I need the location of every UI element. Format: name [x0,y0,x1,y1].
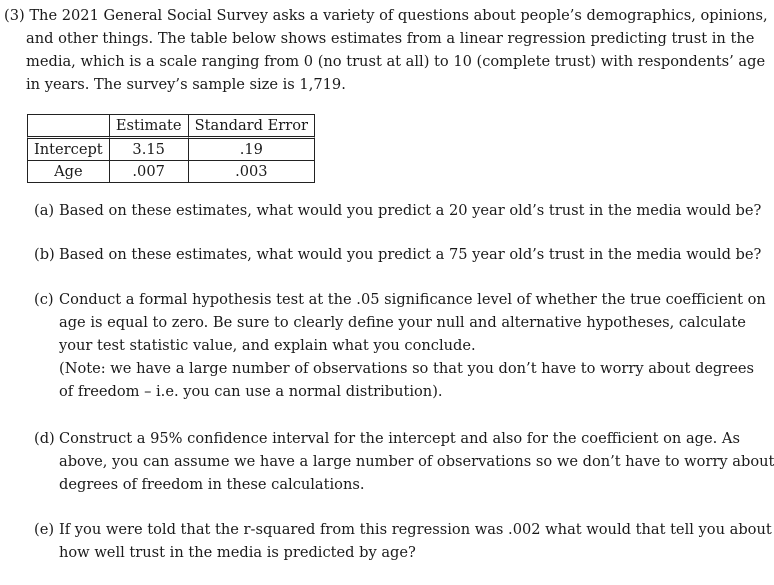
part-line: If you were told that the r-squared from this regression was .002 what would that tell you about [59,521,772,538]
part-line: above, you can assume we have a large number of observations so we don’t have to worry about [59,453,774,470]
intro-line-text: The 2021 General Social Survey asks a variety of questions about people’s demographics, opinions, [29,7,768,24]
regression-table [27,114,315,183]
part-label: (c) [34,291,54,308]
part-line: Conduct a formal hypothesis test at the .05 significance level of whether the true coefficient on [59,291,766,308]
part-b [34,243,762,266]
part-line: age is equal to zero. Be sure to clearly define your null and alternative hypotheses, calculate [59,314,746,331]
part-label: (b) [34,246,55,263]
question-intro [4,4,768,96]
part-c [34,288,766,403]
part-a [34,199,762,222]
part-line: degrees of freedom in these calculations. [59,476,365,493]
intro-line: media, which is a scale ranging from 0 (no trust at all) to 10 (complete trust) with respondents’ age [26,53,766,70]
part-line: your test statistic value, and explain what you conclude. [59,337,476,354]
intro-line [4,4,768,27]
table-row [27,161,315,183]
question-number: (3) [4,7,25,24]
part-d [34,427,774,496]
part-line: Based on these estimates, what would you predict a 20 year old’s trust in the media would be? [59,202,762,219]
intro-line: in years. The survey’s sample size is 1,719. [26,76,346,93]
part-line: Based on these estimates, what would you predict a 75 year old’s trust in the media would be? [59,246,762,263]
part-line: of freedom – i.e. you can use a normal distribution). [59,383,443,400]
table-cell: .19 [189,139,315,161]
intro-line: and other things. The table below shows estimates from a linear regression predicting trust in the [26,30,755,47]
table-row [27,139,315,161]
table-cell: Age [27,161,110,183]
table-cell: Intercept [27,139,110,161]
table-cell: 3.15 [110,139,189,161]
table-header-cell: Estimate [110,114,189,139]
part-label: (a) [34,202,55,219]
part-line: how well trust in the media is predicted by age? [59,544,416,561]
part-line: Construct a 95% confidence interval for the intercept and also for the coefficient on age. As [59,430,740,447]
table-cell: .007 [110,161,189,183]
part-e [34,518,772,564]
table-cell: .003 [189,161,315,183]
table-header-cell: Standard Error [189,114,315,139]
part-label: (d) [34,430,55,447]
table-header-cell [27,114,110,139]
table-header-row [27,114,315,139]
part-label: (e) [34,521,55,538]
part-line: (Note: we have a large number of observations so that you don’t have to worry about degrees [59,360,755,377]
